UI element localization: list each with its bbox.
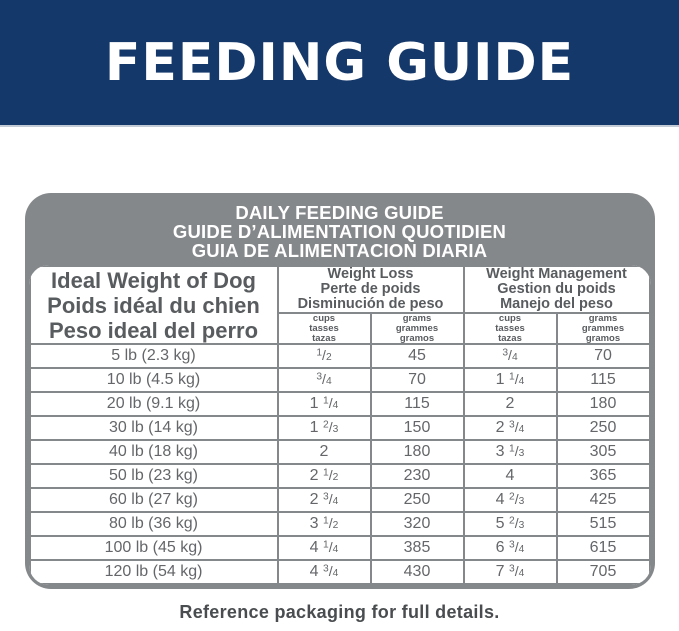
card-title <box>29 197 651 265</box>
weight-loss-line-es: Disminución de peso <box>297 296 444 312</box>
value-cell: 2 $^1$/2 <box>278 464 371 488</box>
weight-loss-line-en: Weight Loss <box>327 266 414 282</box>
value-cell: 1 $^2$/3 <box>278 416 371 440</box>
mgmt-grams-subheader <box>557 313 650 344</box>
value-cell: 6 $^3$/4 <box>464 536 557 560</box>
value-cell: 4 $^3$/4 <box>278 560 371 584</box>
table-row <box>30 464 650 488</box>
weight-header-line-en: Ideal Weight of Dog <box>51 267 256 293</box>
cups-label-en: cups <box>312 313 336 324</box>
value-cell: 150 <box>371 416 464 440</box>
value-cell: 250 <box>557 416 650 440</box>
value-cell: 3 $^1$/3 <box>464 440 557 464</box>
cups-label-fr: tasses <box>309 322 339 334</box>
value-cell: 180 <box>371 440 464 464</box>
grams-label-fr: grammes <box>395 322 439 334</box>
group-header-row <box>30 266 650 313</box>
weight-loss-header <box>278 266 464 313</box>
value-cell: 320 <box>371 512 464 536</box>
weight-cell: 30 lb (14 kg) <box>30 416 278 440</box>
value-cell: 1 $^1$/4 <box>464 368 557 392</box>
weight-cell: 80 lb (36 kg) <box>30 512 278 536</box>
card-title-line-en: DAILY FEEDING GUIDE <box>235 202 444 223</box>
card-title-line-es: GUIA DE ALIMENTACION DIARIA <box>191 240 488 261</box>
daily-feeding-guide-card <box>25 193 655 589</box>
loss-grams-subheader <box>371 313 464 344</box>
value-cell: 4 <box>464 464 557 488</box>
value-cell: 45 <box>371 344 464 368</box>
value-cell: 70 <box>557 344 650 368</box>
footer-note: Reference packaging for full details. <box>179 602 500 623</box>
value-cell: 5 $^2$/3 <box>464 512 557 536</box>
value-cell: 305 <box>557 440 650 464</box>
value-cell: $^1$/2 <box>278 344 371 368</box>
value-cell: 1 $^1$/4 <box>278 392 371 416</box>
value-cell: 70 <box>371 368 464 392</box>
value-cell: 115 <box>371 392 464 416</box>
value-cell: 425 <box>557 488 650 512</box>
table-row <box>30 560 650 584</box>
value-cell: 2 $^3$/4 <box>464 416 557 440</box>
weight-cell: 120 lb (54 kg) <box>30 560 278 584</box>
grams-label-es: gramos <box>399 332 435 344</box>
value-cell: 115 <box>557 368 650 392</box>
value-cell: 4 $^1$/4 <box>278 536 371 560</box>
grams-label-fr: grammes <box>581 322 625 334</box>
table-row <box>30 440 650 464</box>
value-cell: $^3$/4 <box>278 368 371 392</box>
feeding-guide-banner <box>0 0 679 127</box>
grams-label-es: gramos <box>585 332 621 344</box>
weight-management-line-en: Weight Management <box>486 266 627 282</box>
weight-column-header <box>30 266 278 344</box>
weight-cell: 50 lb (23 kg) <box>30 464 278 488</box>
value-cell: 515 <box>557 512 650 536</box>
value-cell: 430 <box>371 560 464 584</box>
cups-label-en: cups <box>498 313 522 324</box>
feeding-table <box>29 265 651 585</box>
table-row <box>30 416 650 440</box>
cups-label-fr: tasses <box>495 322 525 334</box>
grams-label-en: grams <box>588 313 618 324</box>
grams-label-en: grams <box>402 313 432 324</box>
value-cell: 250 <box>371 488 464 512</box>
card-title-line-fr: GUIDE D’ALIMENTATION QUOTIDIEN <box>172 221 507 242</box>
weight-cell: 20 lb (9.1 kg) <box>30 392 278 416</box>
weight-cell: 5 lb (2.3 kg) <box>30 344 278 368</box>
table-card-inner <box>29 265 651 585</box>
cups-label-es: tazas <box>498 332 522 344</box>
table-row <box>30 344 650 368</box>
cups-label-es: tazas <box>312 332 336 344</box>
weight-management-line-es: Manejo del peso <box>500 296 613 312</box>
weight-header-line-fr: Poids idéal du chien <box>47 292 260 318</box>
value-cell: 180 <box>557 392 650 416</box>
mgmt-cups-subheader <box>464 313 557 344</box>
weight-management-header <box>464 266 650 313</box>
weight-cell: 100 lb (45 kg) <box>30 536 278 560</box>
value-cell: 705 <box>557 560 650 584</box>
loss-cups-subheader <box>278 313 371 344</box>
weight-cell: 40 lb (18 kg) <box>30 440 278 464</box>
weight-loss-line-fr: Perte de poids <box>320 281 421 297</box>
value-cell: 2 $^3$/4 <box>278 488 371 512</box>
weight-header-line-es: Peso ideal del perro <box>48 317 259 343</box>
banner-title: FEEDING GUIDE <box>104 32 575 93</box>
value-cell: 230 <box>371 464 464 488</box>
value-cell: 3 $^1$/2 <box>278 512 371 536</box>
value-cell: 2 <box>278 440 371 464</box>
weight-cell: 60 lb (27 kg) <box>30 488 278 512</box>
value-cell: 2 <box>464 392 557 416</box>
value-cell: 365 <box>557 464 650 488</box>
value-cell: 7 $^3$/4 <box>464 560 557 584</box>
value-cell: 4 $^2$/3 <box>464 488 557 512</box>
table-row <box>30 488 650 512</box>
table-row <box>30 392 650 416</box>
table-row <box>30 536 650 560</box>
value-cell: $^3$/4 <box>464 344 557 368</box>
weight-cell: 10 lb (4.5 kg) <box>30 368 278 392</box>
weight-management-line-fr: Gestion du poids <box>497 281 616 297</box>
table-body <box>30 344 650 584</box>
table-row <box>30 512 650 536</box>
value-cell: 615 <box>557 536 650 560</box>
value-cell: 385 <box>371 536 464 560</box>
table-row <box>30 368 650 392</box>
